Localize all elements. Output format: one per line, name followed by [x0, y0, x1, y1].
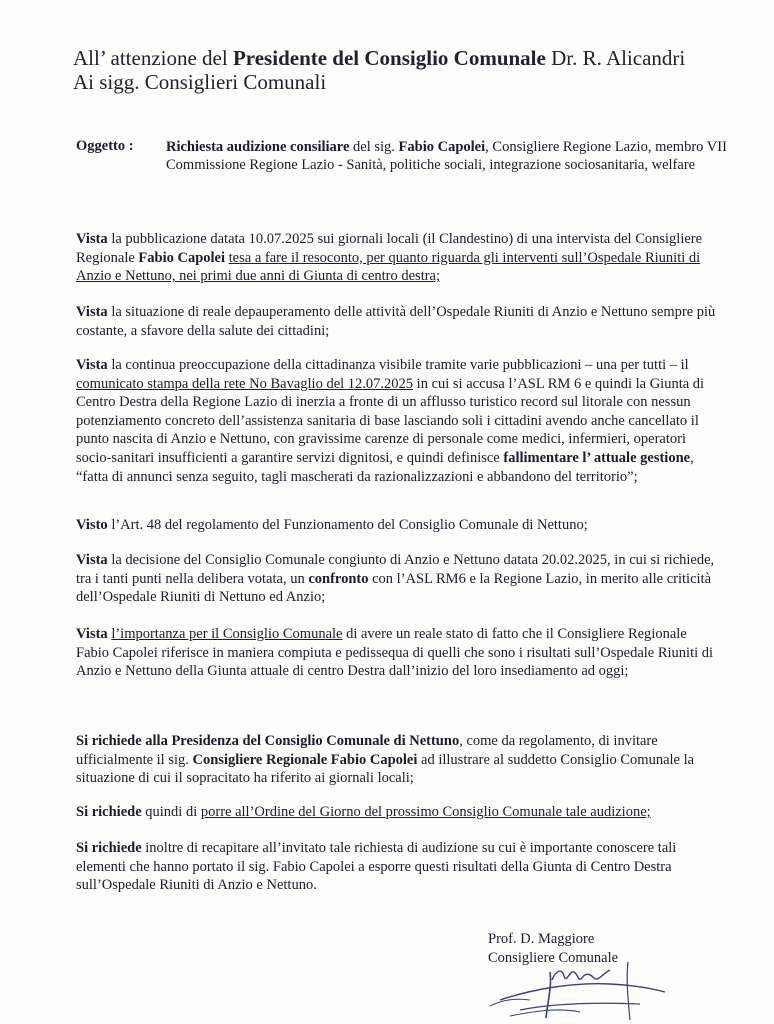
para-keyword: Visto	[76, 517, 108, 533]
para-underline: porre all’Ordine del Giorno del prossimo Consiglio Comunale tale audizione;	[200, 804, 651, 820]
para-underline: tesa a fare il resoconto, per quanto riguarda gli interventi sull’Ospedale Riuniti di Anzio e Nettuno, nei primi due anni di Giunta di centro destra;	[76, 249, 701, 285]
para-text: la decisione del Consiglio Comunale congiunto di Anzio e Nettuno datata 20.02.2025, in cui si richiede, tra i tanti punti nella delibera votata, un	[76, 552, 715, 587]
para-bold: fallimentare l’ attuale gestione	[503, 449, 691, 466]
paragraph-9	[76, 839, 716, 895]
para-text: , come da regolamento, di invitare ufficialmente il sig.	[76, 733, 658, 768]
signatory-role: Consigliere Comunale	[488, 950, 619, 966]
subject-person: Fabio Capolei	[398, 139, 486, 155]
para-keyword: Vista	[76, 552, 108, 568]
subject-bold: Richiesta audizione consiliare	[166, 139, 350, 155]
para-keyword: Vista	[76, 304, 108, 320]
para-underline: comunicato stampa della rete No Bavaglio del 12.07.2025	[76, 375, 414, 392]
subject-span: del sig.	[349, 139, 399, 155]
para-bold: Consigliere Regionale Fabio Capolei	[192, 751, 418, 768]
subject-text	[166, 138, 746, 174]
paragraph-6	[76, 625, 716, 681]
para-keyword: Vista	[76, 357, 108, 373]
para-keyword: Si richiede alla Presidenza del Consiglio Comunale di Nettuno	[76, 733, 460, 749]
para-keyword: Vista	[76, 626, 108, 642]
paragraph-1	[76, 230, 716, 286]
para-keyword: Vista	[76, 231, 108, 247]
addressee-president: Presidente del Consiglio Comunale	[232, 46, 546, 70]
addressee-block	[73, 46, 753, 94]
paragraph-5	[76, 551, 716, 607]
para-bold: confronto	[308, 570, 369, 587]
paragraph-8	[76, 803, 716, 822]
paragraph-2	[76, 303, 716, 340]
para-text: quindi di	[141, 804, 201, 820]
para-text: ad illustrare al suddetto Consiglio Comunale la situazione di cui il sopracitato ha riferito ai giornali locali;	[76, 751, 695, 787]
signatory-name: Prof. D. Maggiore	[488, 931, 595, 947]
para-text: l’Art. 48 del regolamento del Funzionamento del Consiglio Comunale di Nettuno;	[107, 517, 588, 533]
para-text: inoltre di recapitare all’invitato tale richiesta di audizione su cui è importante conoscere tali elementi che hanno portato il sig. Fabio Capolei a esporre questi risultati della Giunta di Centro Destra sull’Ospedale Riuniti di Anzio e Nettuno.	[76, 840, 677, 894]
para-text: la situazione di reale depauperamento delle attività dell’Ospedale Riuniti di Anzio e Nettuno sempre più costante, a sfavore della salute dei cittadini;	[76, 304, 716, 339]
para-text: la continua preoccupazione della cittadinanza visibile tramite varie pubblicazioni – una per tutti – il	[107, 357, 689, 373]
paragraph-4	[76, 516, 716, 535]
para-text: in cui si accusa l’ASL RM 6 e quindi la Giunta di Centro Destra della Regione Lazio di inerzia a fronte di un afflusso turistico record sul litorale con nessun potenziamento concreto dell’assistenza sanitaria di base lasciando soli i cittadini avendo anche cancellato il punto nascita di Anzio e Nettuno, con gravissime carenze di personale come medici, infermieri, operatori socio-sanitari insufficienti a garantire servizi dignitosi, e quindi definisce	[76, 375, 705, 466]
para-keyword: Si richiede	[76, 840, 142, 856]
para-underline: l’importanza per il Consiglio Comunale	[111, 626, 343, 642]
addressee-name: Dr. R. Alicandri	[545, 46, 686, 70]
subject-label: Oggetto :	[76, 138, 134, 154]
addressee-line-2: Ai sigg. Consiglieri Comunali	[73, 70, 327, 94]
para-keyword: Si richiede	[76, 804, 142, 820]
subject-span: , Consigliere Regione Lazio, membro VII Commissione Regione Lazio - Sanità, politiche sociali, integrazione sociosanitaria, welfare	[166, 139, 727, 173]
para-text: con l’ASL RM6 e la Regione Lazio, in merito alle criticità dell’Ospedale Riuniti di Nettuno ed Anzio;	[76, 570, 712, 606]
addressee-text: All’ attenzione del	[73, 46, 233, 70]
handwritten-signature	[490, 960, 680, 1024]
addressee-line-1	[73, 46, 753, 70]
para-text: la pubblicazione datata 10.07.2025 sui giornali locali (il Clandestino) di una intervista del Consigliere Regionale	[76, 231, 703, 266]
paragraph-7	[76, 732, 716, 788]
para-text: , “fatta di annunci senza seguito, tagli mascherati da razionalizzazioni e abbandono del territorio”;	[76, 449, 694, 485]
para-text: di avere un reale stato di fatto che il Consigliere Regionale Fabio Capolei riferisce in maniera compiuta e pedissequa di quelli che sono i risultati sull’Ospedale Riuniti di Anzio e Nettuno della Giunta attuale di centro Destra dall’inizio del loro insediamento ad oggi;	[76, 626, 714, 680]
para-bold: Fabio Capolei	[138, 249, 226, 266]
paragraph-3	[76, 356, 716, 486]
